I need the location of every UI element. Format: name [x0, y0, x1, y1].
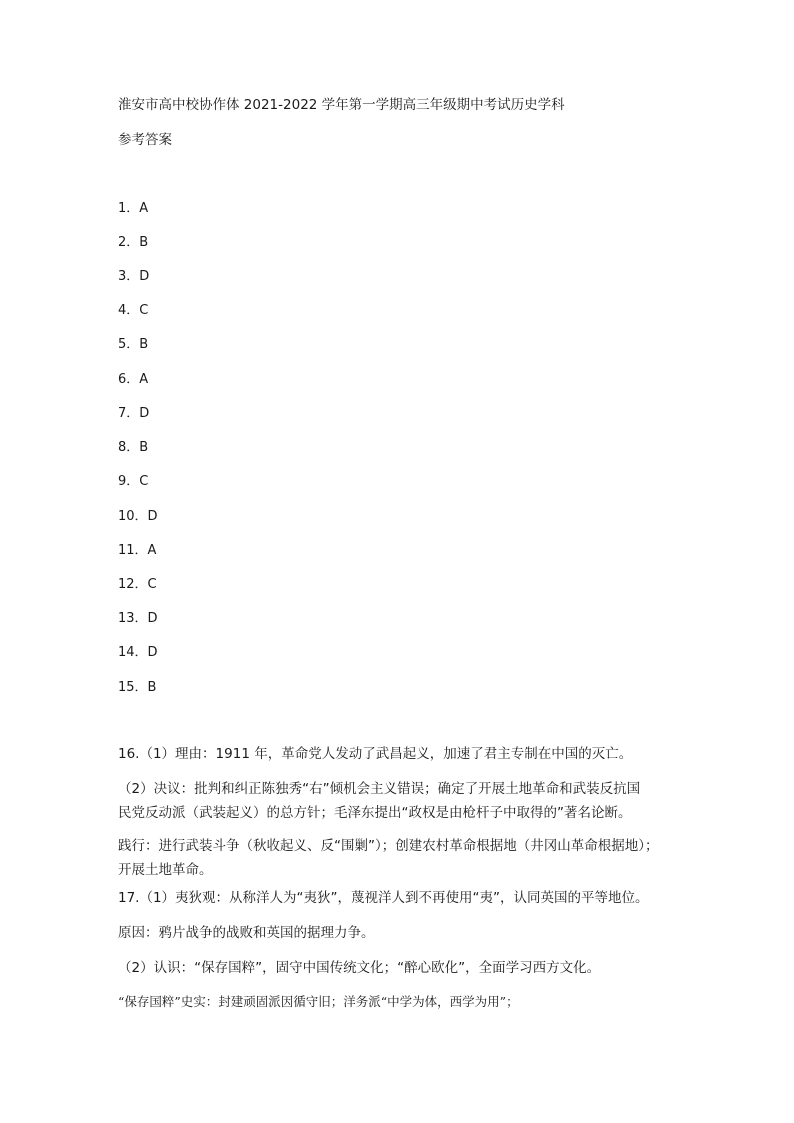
q16-practice-line: 践行：进行武装斗争（秋收起义、反“围剿”）；创建农村革命根据地（井冈山革命根据地）；: [118, 838, 659, 854]
answer-item: 7．D: [118, 406, 150, 421]
q17-facts: “保存国粹”史实：封建顽固派因循守旧；洋务派“中学为体，西学为用”；: [118, 994, 519, 1009]
answer-item: 11．A: [118, 543, 157, 558]
q17-part2: （2）认识：“保存国粹”，固守中国传统文化；“醉心欧化”，全面学习西方文化。: [118, 960, 601, 976]
answer-item: 4．C: [118, 303, 149, 318]
q16-practice-line: 开展土地革命。: [118, 862, 213, 878]
answer-item: 14．D: [118, 645, 158, 660]
q17-part1: 17.（1）夷狄观：从称洋人为“夷狄”，蔑视洋人到不再使用“夷”，认同英国的平等地位。: [118, 890, 649, 906]
q16-practice: [118, 834, 698, 882]
answer-item: 2．B: [118, 235, 149, 250]
q16-part2-line: 民党反动派（武装起义）的总方针；毛泽东提出“政权是由枪杆子中取得的”著名论断。: [118, 805, 632, 821]
q16-part2: [118, 777, 698, 825]
document-title: 淮安市高中校协作体 2021-2022 学年第一学期高三年级期中考试历史学科: [118, 97, 565, 113]
answer-item: 10．D: [118, 509, 158, 524]
answer-item: 15．B: [118, 680, 157, 695]
answer-item: 9．C: [118, 474, 149, 489]
answer-item: 3．D: [118, 269, 150, 284]
q16-part2-line: （2）决议：批判和纠正陈独秀“右”倾机会主义错误；确定了开展土地革命和武装反抗国: [118, 781, 641, 797]
answer-item: 13．D: [118, 611, 158, 626]
q17-reason: 原因：鸦片战争的战败和英国的据理力争。: [118, 925, 375, 941]
answer-item: 8．B: [118, 440, 149, 455]
answer-item: 5．B: [118, 337, 149, 352]
q16-part1: 16.（1）理由：1911 年，革命党人发动了武昌起义，加速了君主专制在中国的灭亡。: [118, 746, 633, 762]
answer-item: 1．A: [118, 201, 149, 216]
answer-item: 6．A: [118, 372, 149, 387]
answer-item: 12．C: [118, 577, 157, 592]
document-subtitle: 参考答案: [118, 132, 172, 148]
